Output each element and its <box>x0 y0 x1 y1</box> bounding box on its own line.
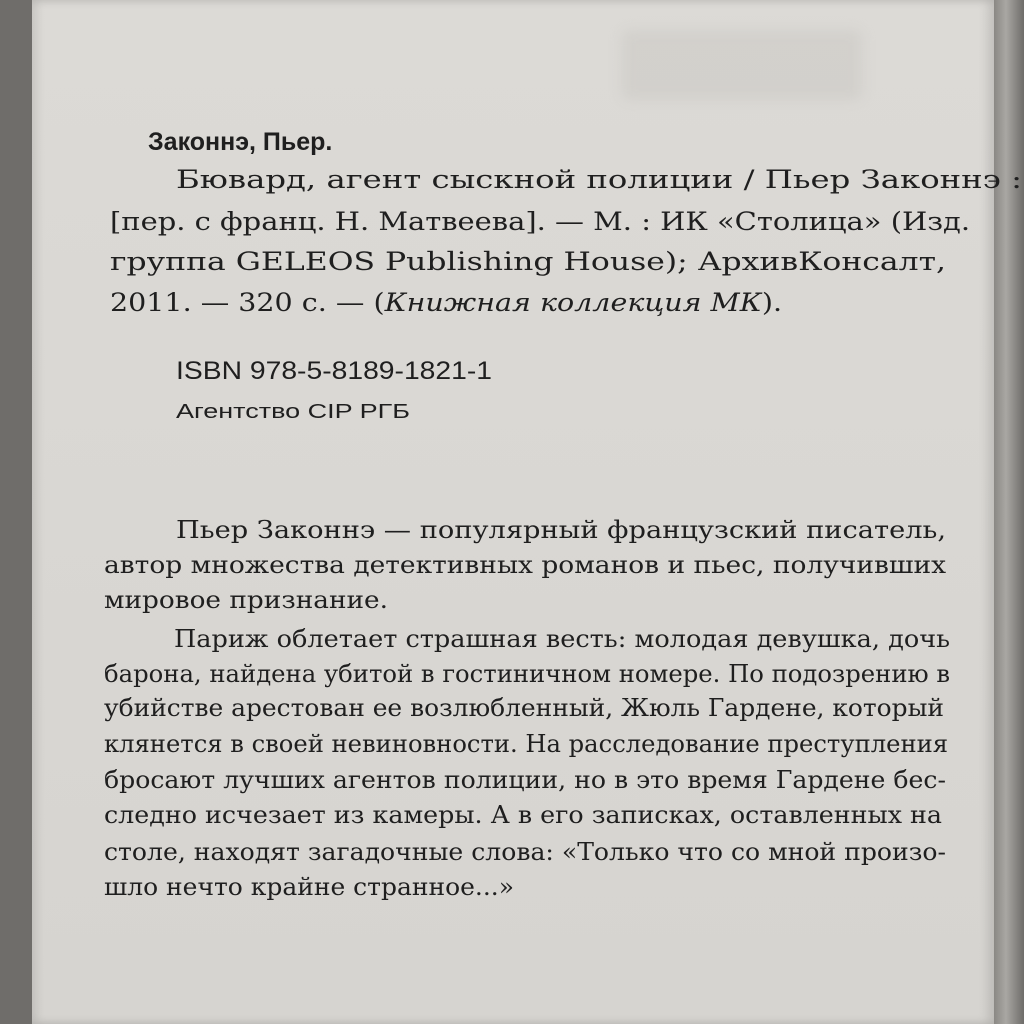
annotation-line-6: убийстве арестован ее возлюбленный, Жюль Гардене, который <box>104 694 945 722</box>
catalog-line-4 <box>110 283 782 323</box>
annotation-line-11: шло нечто крайне странное...» <box>104 873 515 901</box>
catalog-line-3: группа GELEOS Publishing House); АрхивКонсалт, <box>110 247 947 276</box>
author-heading: Законнэ, Пьер. <box>148 128 333 156</box>
annotation-line-2: автор множества детективных романов и пьес, получивших <box>104 551 947 579</box>
bleed-through-shadow <box>622 30 862 100</box>
annotation-line-3: мировое признание. <box>104 586 389 614</box>
catalog-line-1: Бювард, агент сыскной полиции / Пьер Законнэ : <box>176 165 1022 194</box>
annotation-line-10: столе, находят загадочные слова: «Только что со мной произо- <box>104 838 947 866</box>
annotation-line-8: бросают лучших агентов полиции, но в это время Гардене бес- <box>104 766 946 794</box>
annotation-line-9: следно исчезает из камеры. А в его записках, оставленных на <box>104 801 943 829</box>
isbn-number: ISBN 978-5-8189-1821-1 <box>176 357 493 385</box>
annotation-line-1: Пьер Законнэ — популярный французский писатель, <box>176 516 947 544</box>
catalog-line-4-start: 2011. — 320 с. — ( <box>110 288 385 317</box>
cip-agency: Агентство CIP РГБ <box>176 401 411 423</box>
catalog-line-2: [пер. с франц. Н. Матвеева]. — М. : ИК «Столица» (Изд. <box>110 207 971 236</box>
annotation-line-4: Париж облетает страшная весть: молодая девушка, дочь <box>174 625 951 653</box>
page-edge <box>994 0 1024 1024</box>
series-title: Книжная коллекция МК <box>384 288 762 317</box>
annotation-line-7: клянется в своей невиновности. На расследование преступления <box>104 730 949 758</box>
catalog-line-4-end: ). <box>761 288 783 317</box>
annotation-line-5: барона, найдена убитой в гостиничном номере. По подозрению в <box>104 660 951 688</box>
